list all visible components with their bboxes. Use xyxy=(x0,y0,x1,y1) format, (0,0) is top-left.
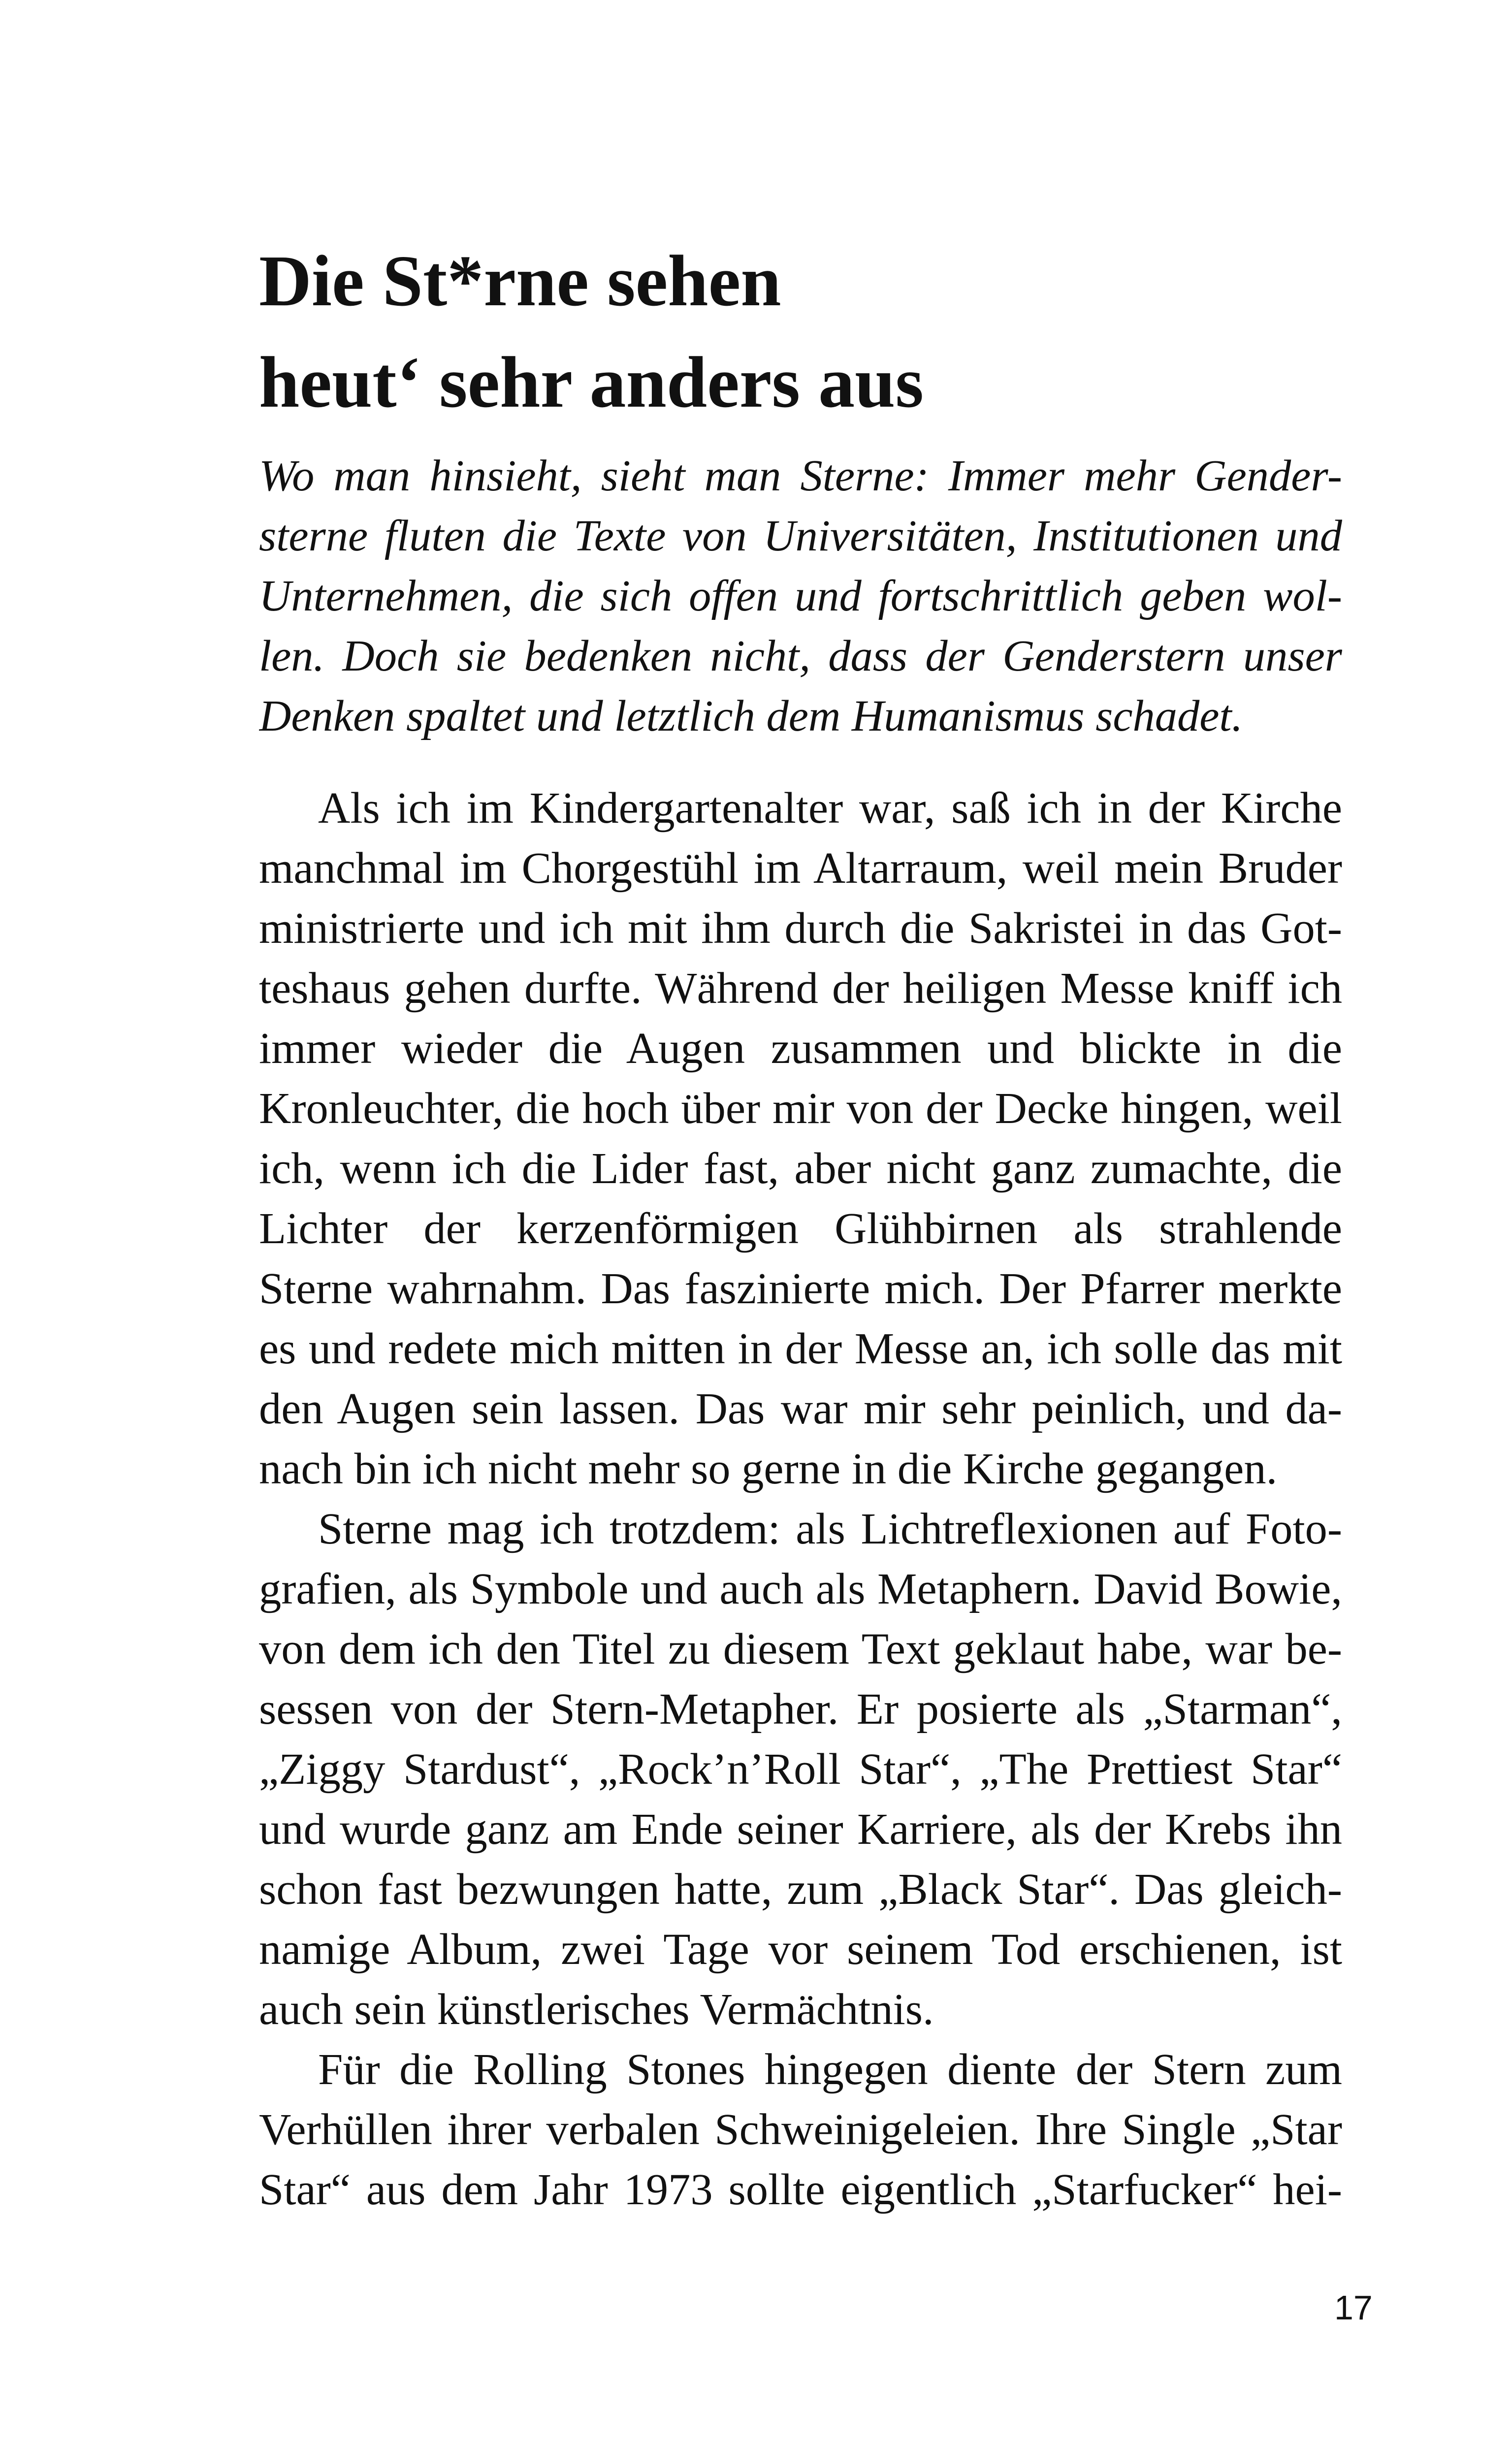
body-line: immer wieder die Augen zusammen und blickte in die xyxy=(259,1023,1342,1073)
body-line: teshaus gehen durfte. Während der heiligen Messe kniff ich xyxy=(259,963,1342,1013)
body-line: Sterne mag ich trotzdem: als Lichtreflexionen auf Foto- xyxy=(318,1504,1342,1553)
body-line: Lichter der kerzenförmigen Glühbirnen als strahlende xyxy=(259,1203,1342,1253)
body-line: Als ich im Kindergartenalter war, saß ich in der Kirche xyxy=(318,783,1342,833)
page-number: 17 xyxy=(1334,2288,1373,2327)
body-line: manchmal im Chorgestühl im Altarraum, weil mein Bruder xyxy=(259,843,1342,893)
body-line: ministrierte und ich mit ihm durch die Sakristei in das Got- xyxy=(259,903,1342,953)
body-line: Verhüllen ihrer verbalen Schweinigeleien. Ihre Single „Star xyxy=(259,2104,1342,2154)
body-line: es und redete mich mitten in der Messe an, ich solle das mit xyxy=(259,1323,1342,1373)
body-line: ich, wenn ich die Lider fast, aber nicht ganz zumachte, die xyxy=(259,1143,1342,1193)
body-line: Für die Rolling Stones hingegen diente der Stern zum xyxy=(318,2044,1342,2094)
chapter-title-line-1: Die St*rne sehen xyxy=(259,241,781,321)
lead-line: len. Doch sie bedenken nicht, dass der Genderstern unser xyxy=(259,631,1342,680)
body-line: von dem ich den Titel zu diesem Text geklaut habe, war be- xyxy=(259,1624,1342,1673)
body-line: nach bin ich nicht mehr so gerne in die Kirche gegangen. xyxy=(259,1444,1278,1493)
body-line: den Augen sein lassen. Das war mir sehr peinlich, und da- xyxy=(259,1383,1342,1433)
lead-line: Denken spaltet und letztlich dem Humanismus schadet. xyxy=(259,691,1243,740)
chapter-title xyxy=(259,230,1342,433)
body-line: sessen von der Stern-Metapher. Er posierte als „Starman“, xyxy=(259,1684,1342,1734)
body-line: und wurde ganz am Ende seiner Karriere, als der Krebs ihn xyxy=(259,1804,1342,1854)
body-line: grafien, als Symbole und auch als Metaphern. David Bowie, xyxy=(259,1564,1342,1613)
body-line: Star“ aus dem Jahr 1973 sollte eigentlich „Starfucker“ hei- xyxy=(259,2164,1342,2214)
lead-line: sterne fluten die Texte von Universitäten, Institutionen und xyxy=(259,511,1342,560)
lead-line: Wo man hinsieht, sieht man Sterne: Immer mehr Gender- xyxy=(259,450,1342,500)
body-text xyxy=(259,778,1342,2219)
body-line: Kronleuchter, die hoch über mir von der Decke hingen, weil xyxy=(259,1083,1342,1133)
body-line: namige Album, zwei Tage vor seinem Tod erschienen, ist xyxy=(259,1924,1342,1974)
chapter-title-line-2: heut‘ sehr anders aus xyxy=(259,342,924,423)
body-line: Sterne wahrnahm. Das faszinierte mich. Der Pfarrer merkte xyxy=(259,1263,1342,1313)
body-line: „Ziggy Stardust“, „Rock’n’Roll Star“, „The Prettiest Star“ xyxy=(259,1744,1342,1794)
body-line: schon fast bezwungen hatte, zum „Black Star“. Das gleich- xyxy=(259,1864,1342,1914)
lead-line: Unternehmen, die sich offen und fortschrittlich geben wol- xyxy=(259,571,1342,620)
body-line: auch sein künstlerisches Vermächtnis. xyxy=(259,1984,934,2034)
lead-paragraph xyxy=(259,446,1342,746)
